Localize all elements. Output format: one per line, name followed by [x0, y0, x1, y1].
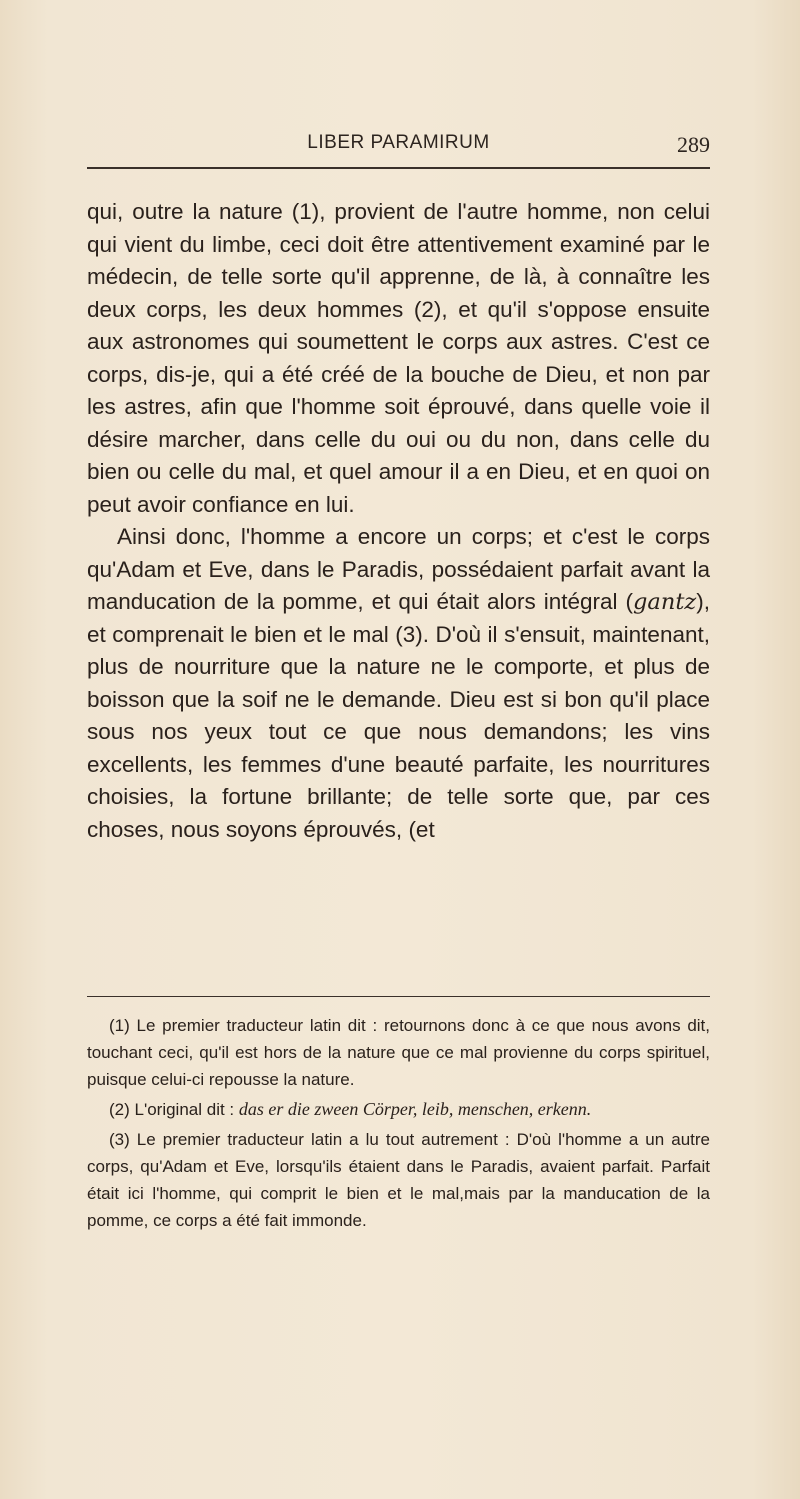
fraktur-word: gantz	[633, 589, 697, 615]
running-title: LIBER PARAMIRUM	[307, 132, 490, 153]
paragraph-1: qui, outre la nature (1), provient de l'autre homme, non celui qui vient du limbe, ceci doit être attentivement examiné par le médecin, de telle sorte qu'il apprenne, de là, à connaître les deux corps, les deux hommes (2), et qu'il s'oppose ensuite aux astronomes qui soumettent le corps aux astres. C'est ce corps, dis-je, qui a été créé de la bouche de Dieu, et non par les astres, afin que l'homme soit éprouvé, dans quelle voie il désire marcher, dans celle du oui ou du non, dans celle du bien ou celle du mal, et quel amour il a en Dieu, et en quoi on peut avoir confiance en lui.	[87, 199, 710, 517]
paragraph-2	[87, 521, 710, 846]
footnote-2-prefix: (2) L'original dit :	[109, 1100, 239, 1119]
running-head	[87, 132, 710, 158]
paragraph-2-part-a: Ainsi donc, l'homme a encore un corps; et c'est le corps qu'Adam et Eve, dans le Paradis, possédaient parfait avant la manducation de la pomme, et qui était alors intégral (	[87, 524, 710, 614]
header-rule	[87, 167, 710, 169]
footnote-2-quote: das er die zween Cörper, leib, menschen, erkenn.	[238, 1099, 592, 1119]
footnotes	[87, 1012, 710, 1234]
footnote-2	[87, 1096, 710, 1123]
page-number: 289	[677, 132, 710, 157]
footnote-rule	[87, 996, 710, 997]
footnote-3: (3) Le premier traducteur latin a lu tout autrement : D'où l'homme a un autre corps, qu'Adam et Eve, lorsqu'ils étaient dans le Paradis, avaient parfait. Parfait était ici l'homme, qui comprit le bien et le mal,mais par la manducation de la pomme, ce corps a été fait immonde.	[87, 1130, 710, 1230]
body-text	[87, 196, 710, 846]
footnote-1: (1) Le premier traducteur latin dit : retournons donc à ce que nous avons dit, touchant ceci, qu'il est hors de la nature que ce mal provienne du corps spirituel, puisque celui-ci repousse la nature.	[87, 1016, 710, 1089]
paragraph-2-part-b: ), et comprenait le bien et le mal (3). D'où il s'ensuit, maintenant, plus de nourriture que la nature ne le comporte, et plus de boisson que la soif ne le demande. Dieu est si bon qu'il place sous nos yeux tout ce que nous demandons; les vins excellents, les femmes d'une beauté parfaite, les nourritures choisies, la fortune brillante; de telle sorte que, par ces choses, nous soyons éprouvés, (et	[87, 589, 710, 842]
